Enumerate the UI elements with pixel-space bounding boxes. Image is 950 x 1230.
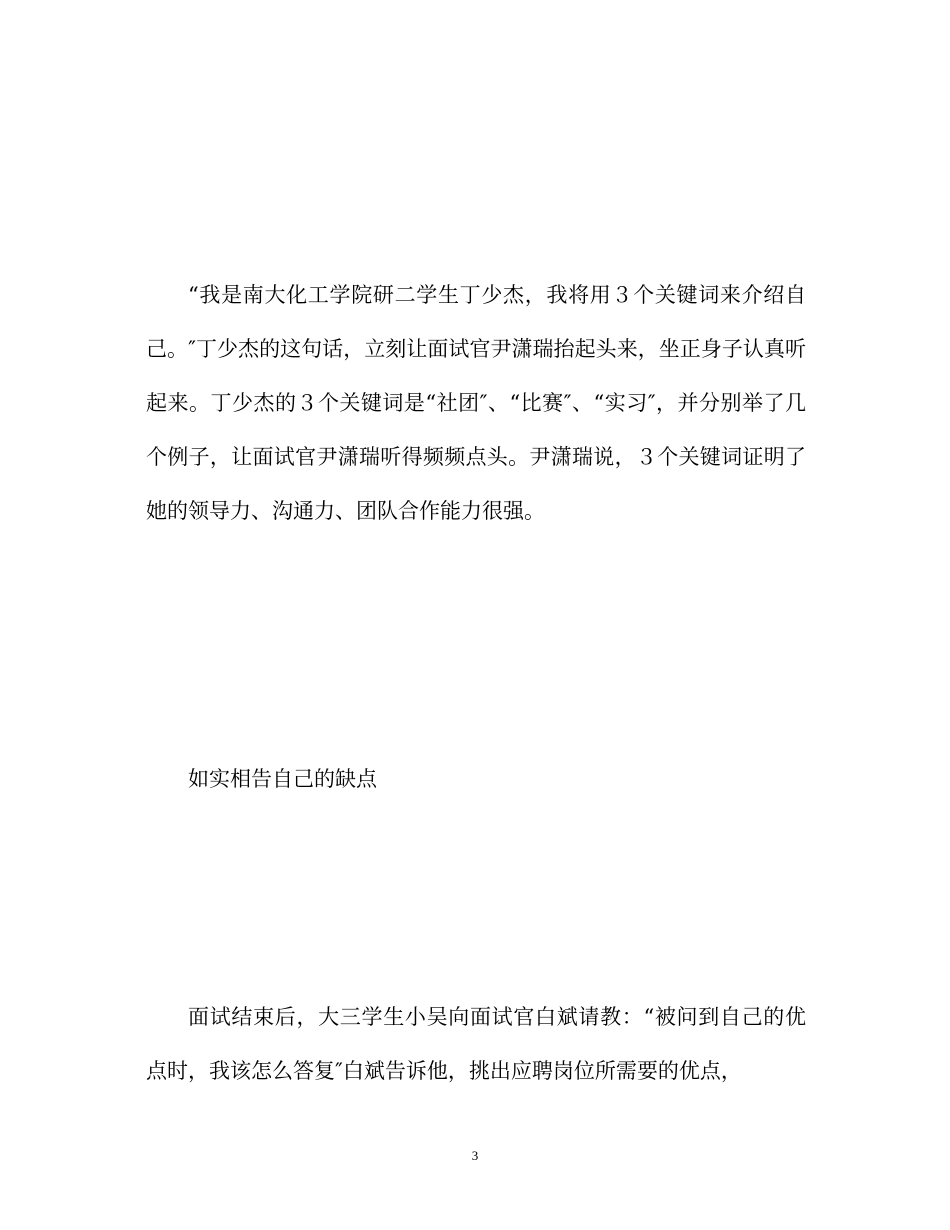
page-number: 3 bbox=[471, 1148, 479, 1163]
body-paragraph: 面试结束后，大三学生小吴向面试官白斌请教：“被问到自己的优点时，我该怎么答复″白斌告诉他，挑出应聘岗位所需要的优点， bbox=[146, 1005, 806, 1083]
body-paragraph: “我是南大化工学院研二学生丁少杰，我将用３个关键词来介绍自己。″丁少杰的这句话，立刻让面试官尹潇瑞抬起头来，坐正身子认真听起来。丁少杰的３个关键词是“社团″、“比赛″、“实习″，并分别举了几个例子，让面试官尹潇瑞听得频频点头。尹潇瑞说，３个关键词证明了她的领导力、沟通力、团队合作能力很强。 bbox=[146, 283, 806, 523]
section-heading: 如实相告自己的缺点 bbox=[188, 767, 377, 791]
